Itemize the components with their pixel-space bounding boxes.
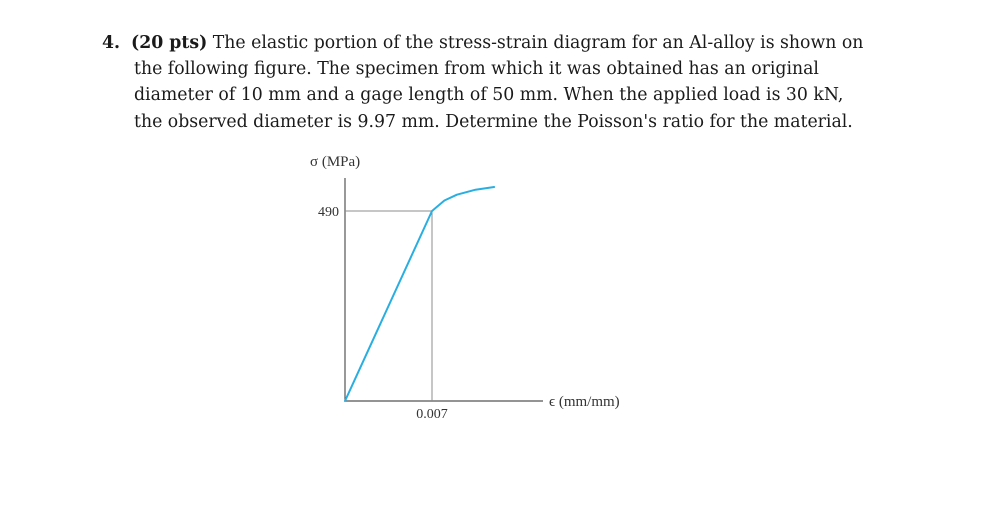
problem-line-3: diameter of 10 mm and a gage length of 50 mm. When the applied load is 30 kN, <box>134 85 844 106</box>
x-axis-label: ϵ (mm/mm) <box>549 394 620 410</box>
y-tick-label: 490 <box>318 205 339 220</box>
problem-line-2: the following figure. The specimen from which it was obtained has an original <box>134 59 819 80</box>
problem-line-4: the observed diameter is 9.97 mm. Determine the Poisson's ratio for the material. <box>134 111 853 132</box>
problem-number: 4. <box>102 33 121 53</box>
x-tick-label: 0.007 <box>416 407 448 422</box>
y-axis-label: σ (MPa) <box>310 154 361 170</box>
stress-strain-curve <box>345 187 494 401</box>
problem-line-1-text: The elastic portion of the stress-strain diagram for an Al-alloy is shown on <box>212 33 864 53</box>
problem-points: (20 pts) <box>131 33 208 53</box>
